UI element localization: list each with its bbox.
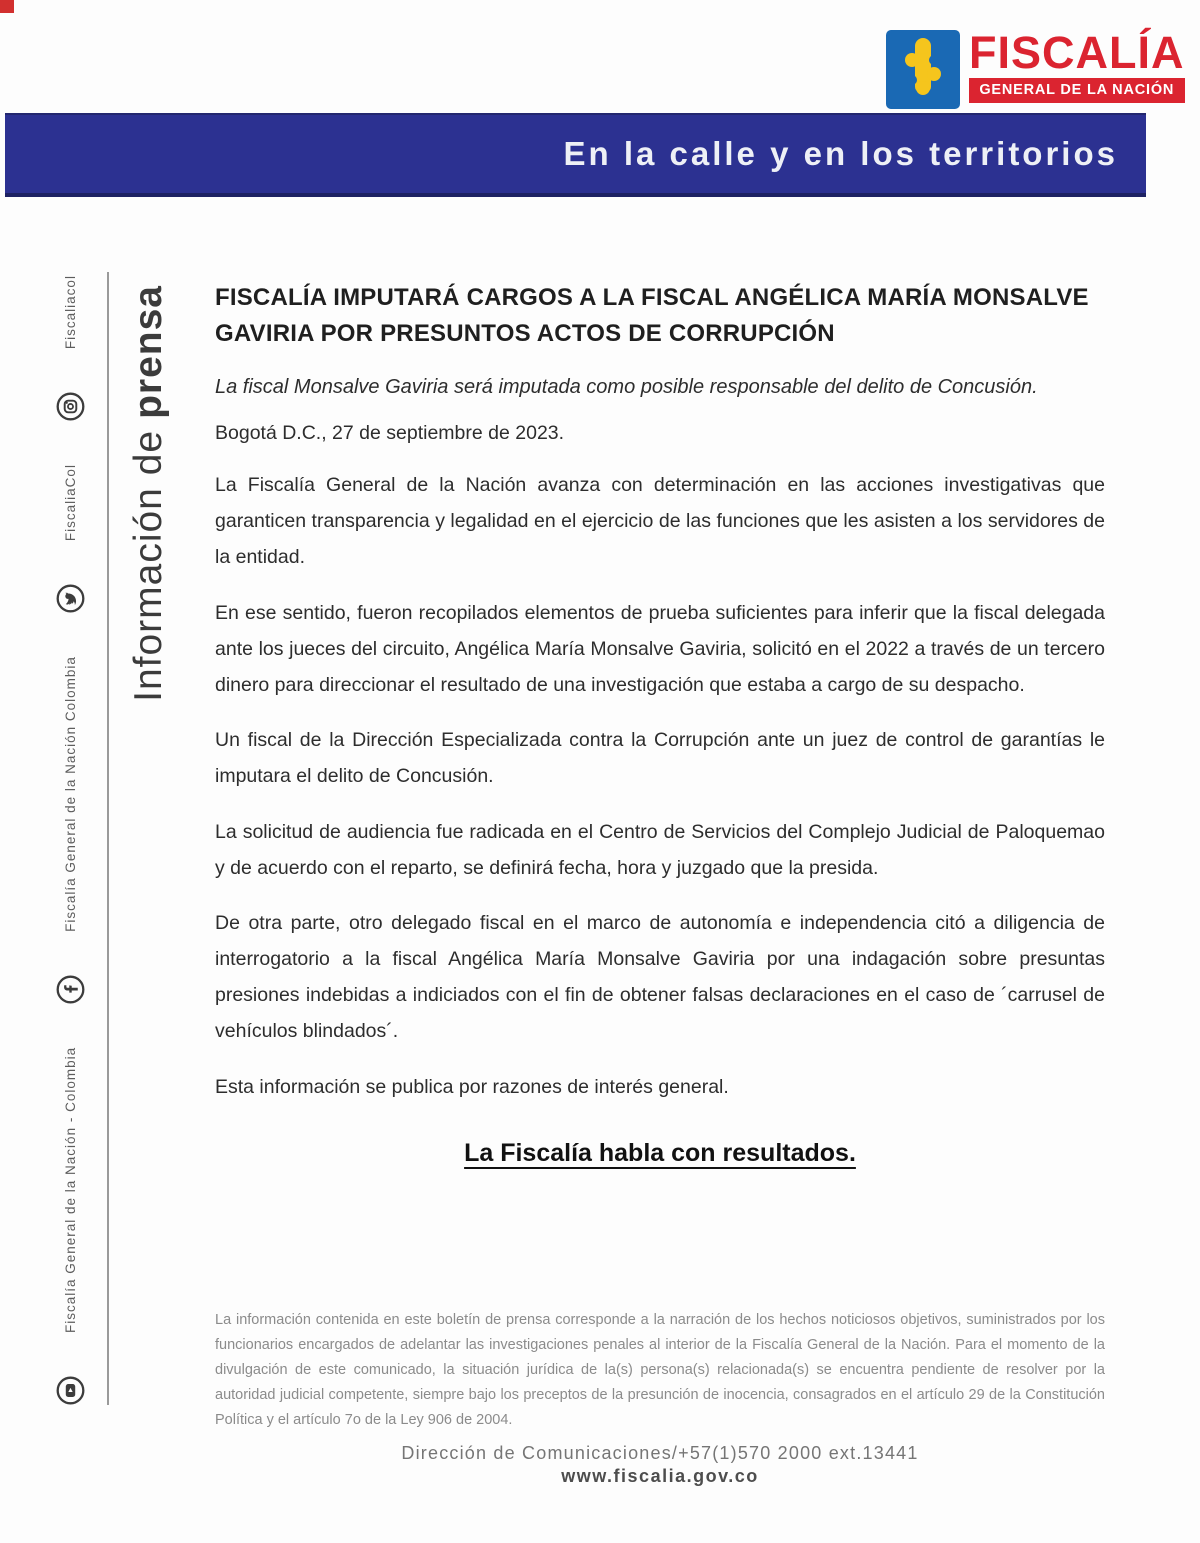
twitter-icon: [56, 584, 85, 613]
red-corner-mark: [0, 0, 14, 13]
logo-wordmark: FISCALÍA: [969, 27, 1185, 78]
paragraph-5: De otra parte, otro delegado fiscal en el marco de autonomía e independencia citó a diligencia de interrogatorio a la fiscal Angélica María Monsalve Gaviria por una indagación sobre presuntas presiones indebidas a indiciados con el fin de obtener falsas declaraciones en el caso de ´carrusel de vehículos blindados´.: [215, 912, 1105, 1042]
social-handle-instagram: Fiscaliacol: [62, 275, 78, 350]
logo-texts: [969, 27, 1185, 103]
document-body: [215, 280, 1105, 1487]
social-rail: [44, 275, 96, 1405]
fiscalia-logo: [886, 27, 1185, 109]
paragraph-2: En ese sentido, fueron recopilados elementos de prueba suficientes para inferir que la fiscal delegada ante los jueces del circuito, Angélica María Monsalve Gaviria, solicitó en el 2022 a través de un tercero dinero para direccionar el resultado de una investigación que estaba a cargo de su despacho.: [215, 601, 1105, 696]
campaign-banner: [5, 113, 1146, 197]
paragraph-1: La Fiscalía General de la Nación avanza con determinación en las acciones investigativas que garanticen transparencia y legalidad en el ejercicio de las funciones que les asisten a los servidores de la entidad.: [215, 474, 1105, 568]
legal-disclaimer: La información contenida en este boletín de prensa corresponde a la narración de los hechos noticiosos objetivos, suministrados por los funcionarios encargados de adelantar las investigaciones penales al interior de la Fiscalía General de la Nación. Para el momento de la divulgación de este comunicado, la situación jurídica de la(s) persona(s) relacionada(s) se encuentra pendiente de resolver por la autoridad judicial competente, siempre bajo los preceptos de la presunción de inocencia, consagrados en el artículo 29 de la Constitución Política y el artículo 7o de la Ley 906 de 2004.: [215, 1311, 1105, 1428]
logo-blue-square: [886, 30, 960, 109]
slogan: La Fiscalía habla con resultados.: [464, 1138, 856, 1167]
paragraph-6: Esta información se publica por razones de interés general.: [215, 1075, 729, 1098]
campaign-banner-text: En la calle y en los territorios: [563, 135, 1118, 172]
paragraph-4: La solicitud de audiencia fue radicada en el Centro de Servicios del Complejo Judicial de Paloquemao y de acuerdo con el reparto, se definirá fecha, hora y juzgado que la presida.: [215, 820, 1105, 879]
press-label-bold: prensa: [127, 285, 170, 419]
logo-sub-banner: GENERAL DE LA NACIÓN: [969, 78, 1185, 103]
social-handle-twitter: FiscaliaCol: [62, 464, 78, 542]
press-label-regular: Información de: [127, 429, 170, 702]
document-title: FISCALÍA IMPUTARÁ CARGOS A LA FISCAL ANGÉLICA MARÍA MONSALVE GAVIRIA POR PRESUNTOS ACTOS DE CORRUPCIÓN: [215, 284, 1089, 347]
social-handle-youtube: Fiscalía General de la Nación - Colombia: [62, 1046, 78, 1334]
footer-contact: Dirección de Comunicaciones/+57(1)570 2000 ext.13441: [401, 1442, 919, 1463]
puzzle-icon: [898, 38, 948, 101]
sidebar-divider: [107, 272, 109, 1405]
footer-url: www.fiscalia.gov.co: [561, 1465, 759, 1486]
social-handle-facebook: Fiscalía General de la Nación Colombia: [62, 656, 78, 932]
youtube-icon: [56, 1376, 85, 1405]
dateline: Bogotá D.C., 27 de septiembre de 2023.: [215, 422, 565, 444]
facebook-icon: [56, 975, 85, 1004]
paragraph-3: Un fiscal de la Dirección Especializada contra la Corrupción ante un juez de control de garantías le imputara el delito de Concusión.: [215, 729, 1105, 787]
instagram-icon: [56, 392, 85, 421]
document-subtitle: La fiscal Monsalve Gaviria será imputada como posible responsable del delito de Concusión.: [215, 376, 1038, 398]
press-label: [120, 285, 178, 1405]
